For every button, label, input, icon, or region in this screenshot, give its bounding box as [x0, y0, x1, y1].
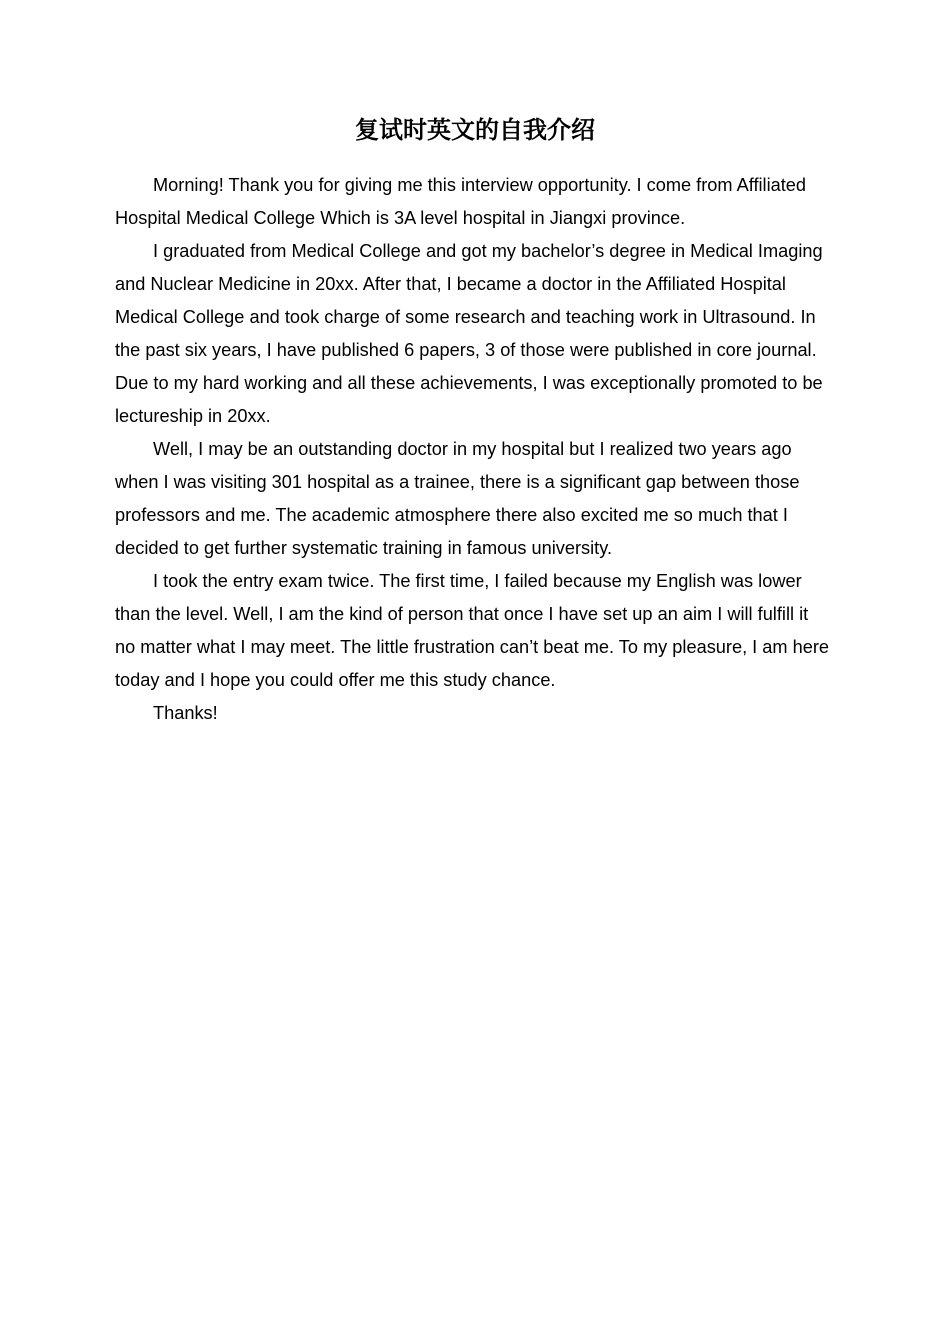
paragraph: Morning! Thank you for giving me this interview opportunity. I come from Affiliated Hospital Medical College Which is 3A level hospital in Jiangxi province.	[115, 175, 807, 228]
paragraph: I took the entry exam twice. The first time, I failed because my English was lower than the level. Well, I am the kind of person that once I have set up an aim I will fulfill it no matter what I may meet. The little frustration can’t beat me. To my pleasure, I am here today and I hope you could offer me this study chance.	[115, 571, 830, 690]
paragraph: Thanks!	[153, 703, 218, 723]
document-body	[115, 169, 833, 730]
paragraph: Well, I may be an outstanding doctor in my hospital but I realized two years ago when I was visiting 301 hospital as a trainee, there is a significant gap between those professors and me. The academic atmosphere there also excited me so much that I decided to get further systematic training in famous university.	[115, 439, 800, 558]
document-title: 复试时英文的自我介绍	[355, 116, 595, 144]
paragraph: I graduated from Medical College and got my bachelor’s degree in Medical Imaging and Nuclear Medicine in 20xx. After that, I became a doctor in the Affiliated Hospital Medical College and took charge of some research and teaching work in Ultrasound. In the past six years, I have published 6 papers, 3 of those were published in core journal. Due to my hard working and all these achievements, I was exceptionally promoted to be lectureship in 20xx.	[115, 241, 823, 426]
